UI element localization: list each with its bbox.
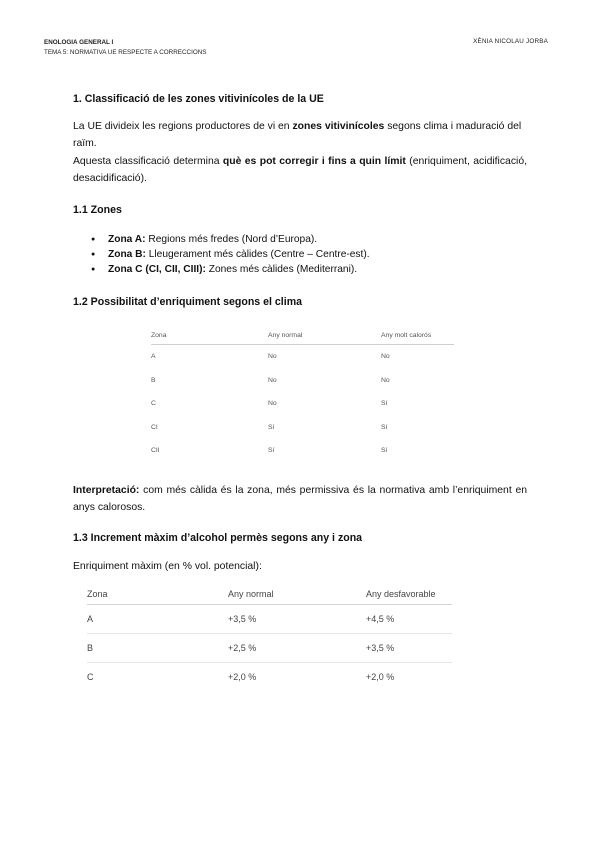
table-row xyxy=(87,605,452,634)
column-header: Any normal xyxy=(268,327,381,345)
table-cell: No xyxy=(381,376,390,384)
interpretation-paragraph: Interpretació: com més càlida és la zona, més permissiva és la normativa amb l’enriquiment en anys calorosos. xyxy=(73,485,527,513)
table-cell: Sí xyxy=(381,447,388,455)
table-cell: No xyxy=(268,353,277,361)
table-cell: CI xyxy=(151,423,158,431)
zones-list xyxy=(91,232,370,277)
table-cell: +3,5 % xyxy=(366,634,452,663)
table-cell: CII xyxy=(151,447,160,455)
table-row xyxy=(151,392,454,416)
list-item: ● Zona A: Regions més fredes (Nord d’Europa). xyxy=(91,232,370,247)
table-cell: Sí xyxy=(268,423,275,431)
list-item: ● Zona B: Lleugerament més càlides (Centre – Centre-est). xyxy=(91,247,370,262)
table-header-row xyxy=(87,583,452,605)
section-1-3-title: 1.3 Increment màxim d’alcohol permès segons any i zona xyxy=(73,532,363,544)
table-cell: +3,5 % xyxy=(228,605,366,634)
table-cell: +4,5 % xyxy=(366,605,452,634)
enrichment-table xyxy=(151,327,454,463)
table-cell: C xyxy=(87,672,94,682)
table-cell: No xyxy=(268,400,277,408)
table-header-row xyxy=(151,327,454,345)
page-header xyxy=(44,38,206,58)
author-name: XÈNIA NICOLAU JORBA xyxy=(473,38,548,45)
table-row xyxy=(87,663,452,692)
section-1-paragraph-1: La UE divideix les regions productores de vi en zones vitivinícoles segons clima i maduració del raïm. xyxy=(73,121,522,149)
section-1-3-intro: Enriquiment màxim (en % vol. potencial): xyxy=(73,561,262,572)
column-header: Zona xyxy=(87,583,228,605)
table-cell: +2,0 % xyxy=(366,672,395,682)
column-header: Any molt calorós xyxy=(381,327,454,345)
column-header: Zona xyxy=(151,327,268,345)
section-1-paragraph-2: Aquesta classificació determina què es pot corregir i fins a quin límit (enriquiment, acidificació, desacidificació). xyxy=(73,156,527,184)
list-item: ● Zona C (CI, CII, CIII): Zones més càlides (Mediterrani). xyxy=(91,262,370,277)
table-cell: Sí xyxy=(268,447,275,455)
table-cell: +2,5 % xyxy=(228,634,366,663)
section-1-2-title: 1.2 Possibilitat d’enriquiment segons el clima xyxy=(73,296,303,308)
table-row xyxy=(151,345,454,369)
course-title: ENOLOGIA GENERAL I xyxy=(44,39,114,46)
table-cell: No xyxy=(268,376,277,384)
column-header: Any normal xyxy=(228,583,366,605)
table-cell: Sí xyxy=(381,400,388,408)
table-cell: No xyxy=(381,353,390,361)
table-row xyxy=(87,634,452,663)
table-cell: Sí xyxy=(381,423,388,431)
table-row xyxy=(151,369,454,393)
column-header: Any desfavorable xyxy=(366,583,452,605)
max-alcohol-table xyxy=(87,583,452,691)
table-cell: +2,0 % xyxy=(228,672,257,682)
table-cell: B xyxy=(151,376,156,384)
table-row xyxy=(151,439,454,463)
section-1-1-title: 1.1 Zones xyxy=(73,204,122,216)
table-cell: B xyxy=(87,634,228,663)
section-1-title: 1. Classificació de les zones vitivinícoles de la UE xyxy=(73,93,324,105)
table-cell: A xyxy=(151,353,156,361)
table-cell: C xyxy=(151,400,156,408)
table-cell: A xyxy=(87,605,228,634)
table-row xyxy=(151,416,454,440)
topic-title: TEMA 5: NORMATIVA UE RESPECTE A CORRECCIONS xyxy=(44,49,207,56)
